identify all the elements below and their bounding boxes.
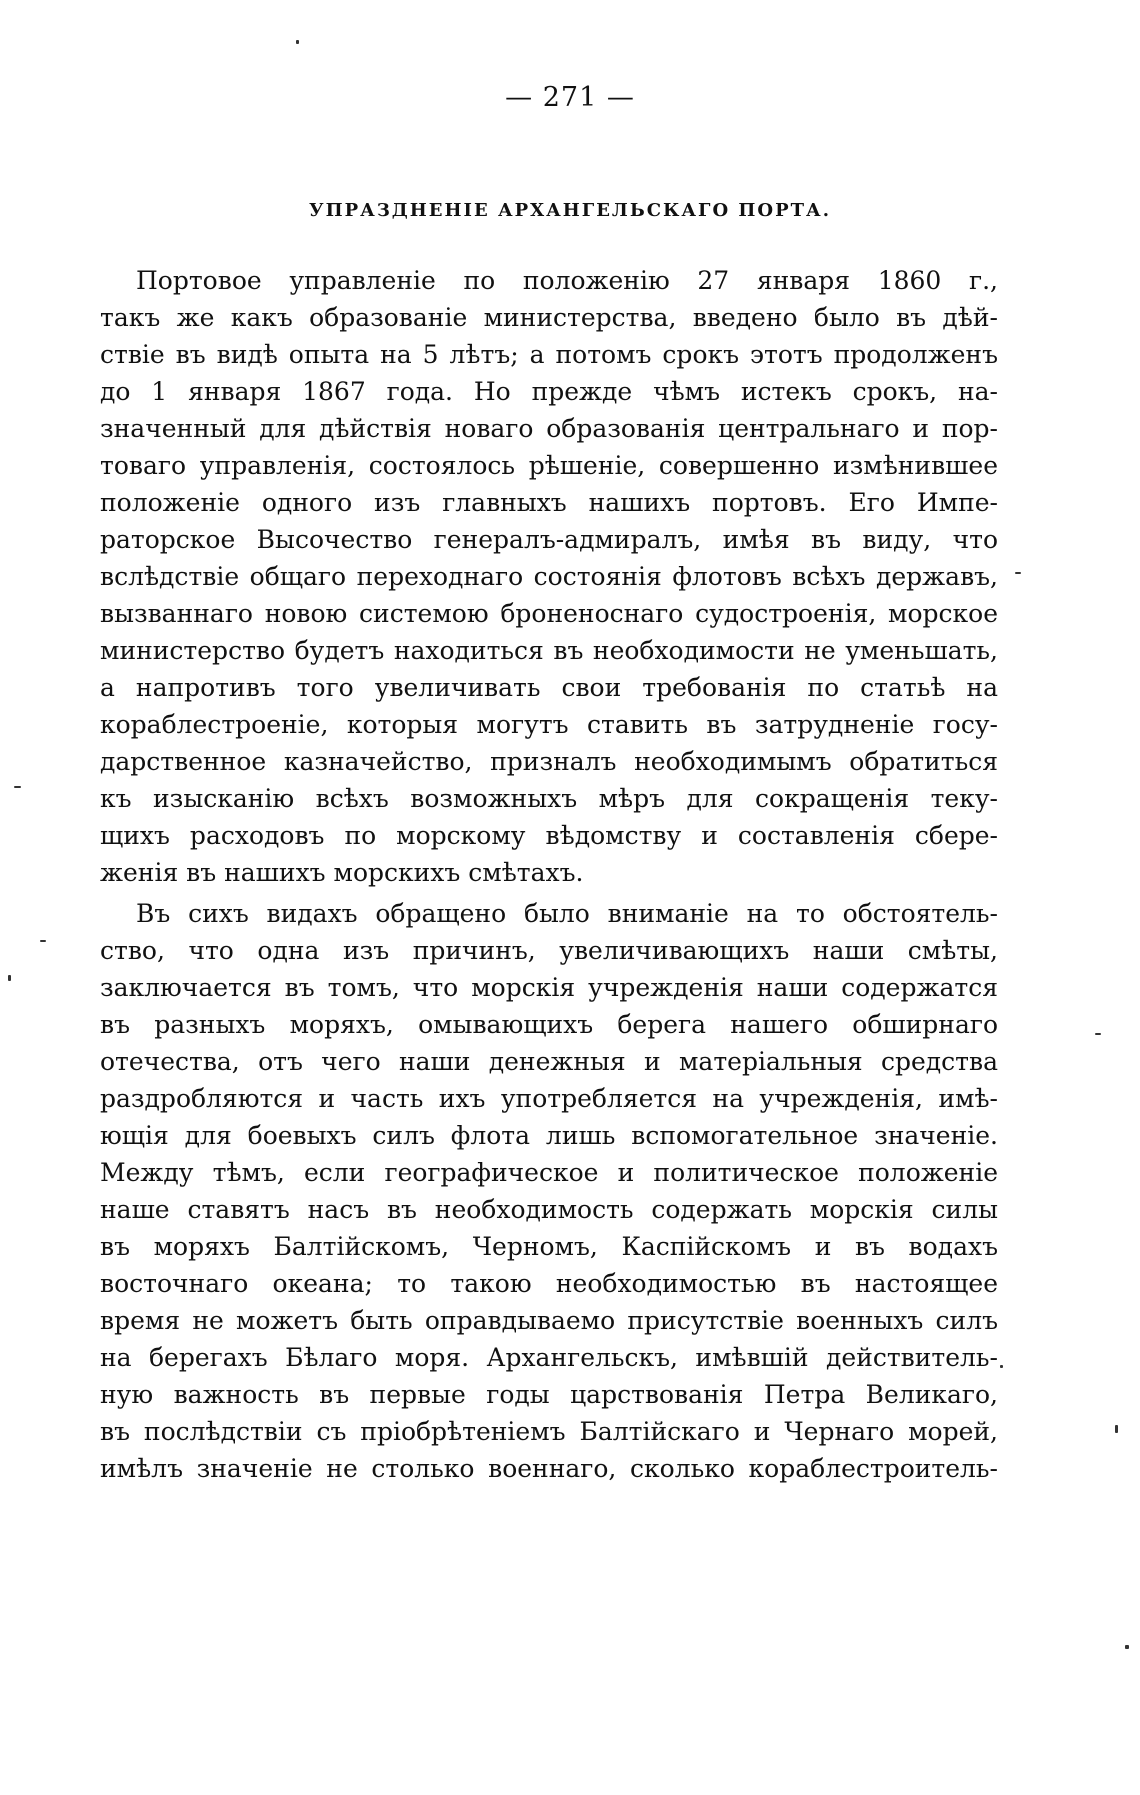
text-line: вызваннаго новою системою броненоснаго судостроенія, морское: [100, 599, 998, 628]
body-text: [100, 262, 998, 1487]
text-line: значенный для дѣйствія новаго образованія центральнаго и пор-: [100, 414, 998, 443]
scan-speck: [40, 940, 46, 942]
text-line: до 1 января 1867 года. Но прежде чѣмъ истекъ срокъ, на-: [100, 377, 998, 406]
text-line: Портовое управленіе по положенію 27 января 1860 г.,: [136, 266, 998, 295]
scan-speck: [8, 975, 11, 981]
text-line: отечества, отъ чего наши денежныя и матеріальныя средства: [100, 1047, 998, 1076]
scan-speck: [1125, 1645, 1129, 1649]
text-line: ство, что одна изъ причинъ, увеличивающихъ наши смѣты,: [100, 936, 998, 965]
text-line: въ послѣдствіи съ пріобрѣтеніемъ Балтійскаго и Чернаго морей,: [100, 1417, 998, 1446]
scan-speck: [1095, 1033, 1101, 1035]
text-line: наше ставятъ насъ въ необходимость содержать морскія силы: [100, 1195, 998, 1224]
paragraph: [100, 262, 998, 891]
text-line: время не можетъ быть оправдываемо присутствіе военныхъ силъ: [100, 1306, 998, 1335]
text-line: Въ сихъ видахъ обращено было вниманіе на то обстоятель-: [136, 899, 998, 928]
scan-speck: [1000, 1365, 1003, 1368]
text-line: ную важность въ первые годы царствованія Петра Великаго,: [100, 1380, 998, 1409]
text-line: восточнаго океана; то такою необходимостью въ настоящее: [100, 1269, 998, 1298]
text-line: имѣлъ значеніе не столько военнаго, сколько кораблестроитель-: [100, 1454, 998, 1483]
scan-speck: [1015, 572, 1021, 574]
text-line: заключается въ томъ, что морскія учрежденія наши содержатся: [100, 973, 998, 1002]
text-line: къ изысканію всѣхъ возможныхъ мѣръ для сокращенія теку-: [100, 784, 998, 813]
text-line: Между тѣмъ, если географическое и политическое положеніе: [100, 1158, 998, 1187]
text-line: щихъ расходовъ по морскому вѣдомству и составленія сбере-: [100, 821, 998, 850]
text-line: министерство будетъ находиться въ необходимости не уменьшать,: [100, 636, 998, 665]
text-line: вслѣдствіе общаго переходнаго состоянія флотовъ всѣхъ державъ,: [100, 562, 998, 591]
text-line: ствіе въ видѣ опыта на 5 лѣтъ; а потомъ срокъ этотъ продолженъ: [100, 340, 998, 369]
text-line: кораблестроеніе, которыя могутъ ставить въ затрудненіе госу-: [100, 710, 998, 739]
page-number: — 271 —: [505, 82, 635, 113]
text-line: женія въ нашихъ морскихъ смѣтахъ.: [100, 858, 584, 887]
text-line: а напротивъ того увеличивать свои требованія по статьѣ на: [100, 673, 998, 702]
section-title: УПРАЗДНЕНІЕ АРХАНГЕЛЬСКАГО ПОРТА.: [309, 200, 831, 221]
text-line: товаго управленія, состоялось рѣшеніе, совершенно измѣнившее: [100, 451, 998, 480]
text-line: раторское Высочество генералъ-адмиралъ, имѣя въ виду, что: [100, 525, 998, 554]
text-line: положеніе одного изъ главныхъ нашихъ портовъ. Его Импе-: [100, 488, 998, 517]
text-line: дарственное казначейство, призналъ необходимымъ обратиться: [100, 747, 998, 776]
text-line: въ моряхъ Балтійскомъ, Черномъ, Каспійскомъ и въ водахъ: [100, 1232, 998, 1261]
scan-speck: [296, 40, 299, 44]
text-line: такъ же какъ образованіе министерства, введено было въ дѣй-: [100, 303, 998, 332]
paragraph: [100, 895, 998, 1487]
text-line: ющія для боевыхъ силъ флота лишь вспомогательное значеніе.: [100, 1121, 998, 1150]
text-line: на берегахъ Бѣлаго моря. Архангельскъ, имѣвшій действитель-: [100, 1343, 998, 1372]
scan-speck: [1115, 1425, 1118, 1433]
text-line: раздробляются и часть ихъ употребляется на учрежденія, имѣ-: [100, 1084, 998, 1113]
scan-speck: [14, 786, 21, 788]
text-line: въ разныхъ моряхъ, омывающихъ берега нашего обширнаго: [100, 1010, 998, 1039]
